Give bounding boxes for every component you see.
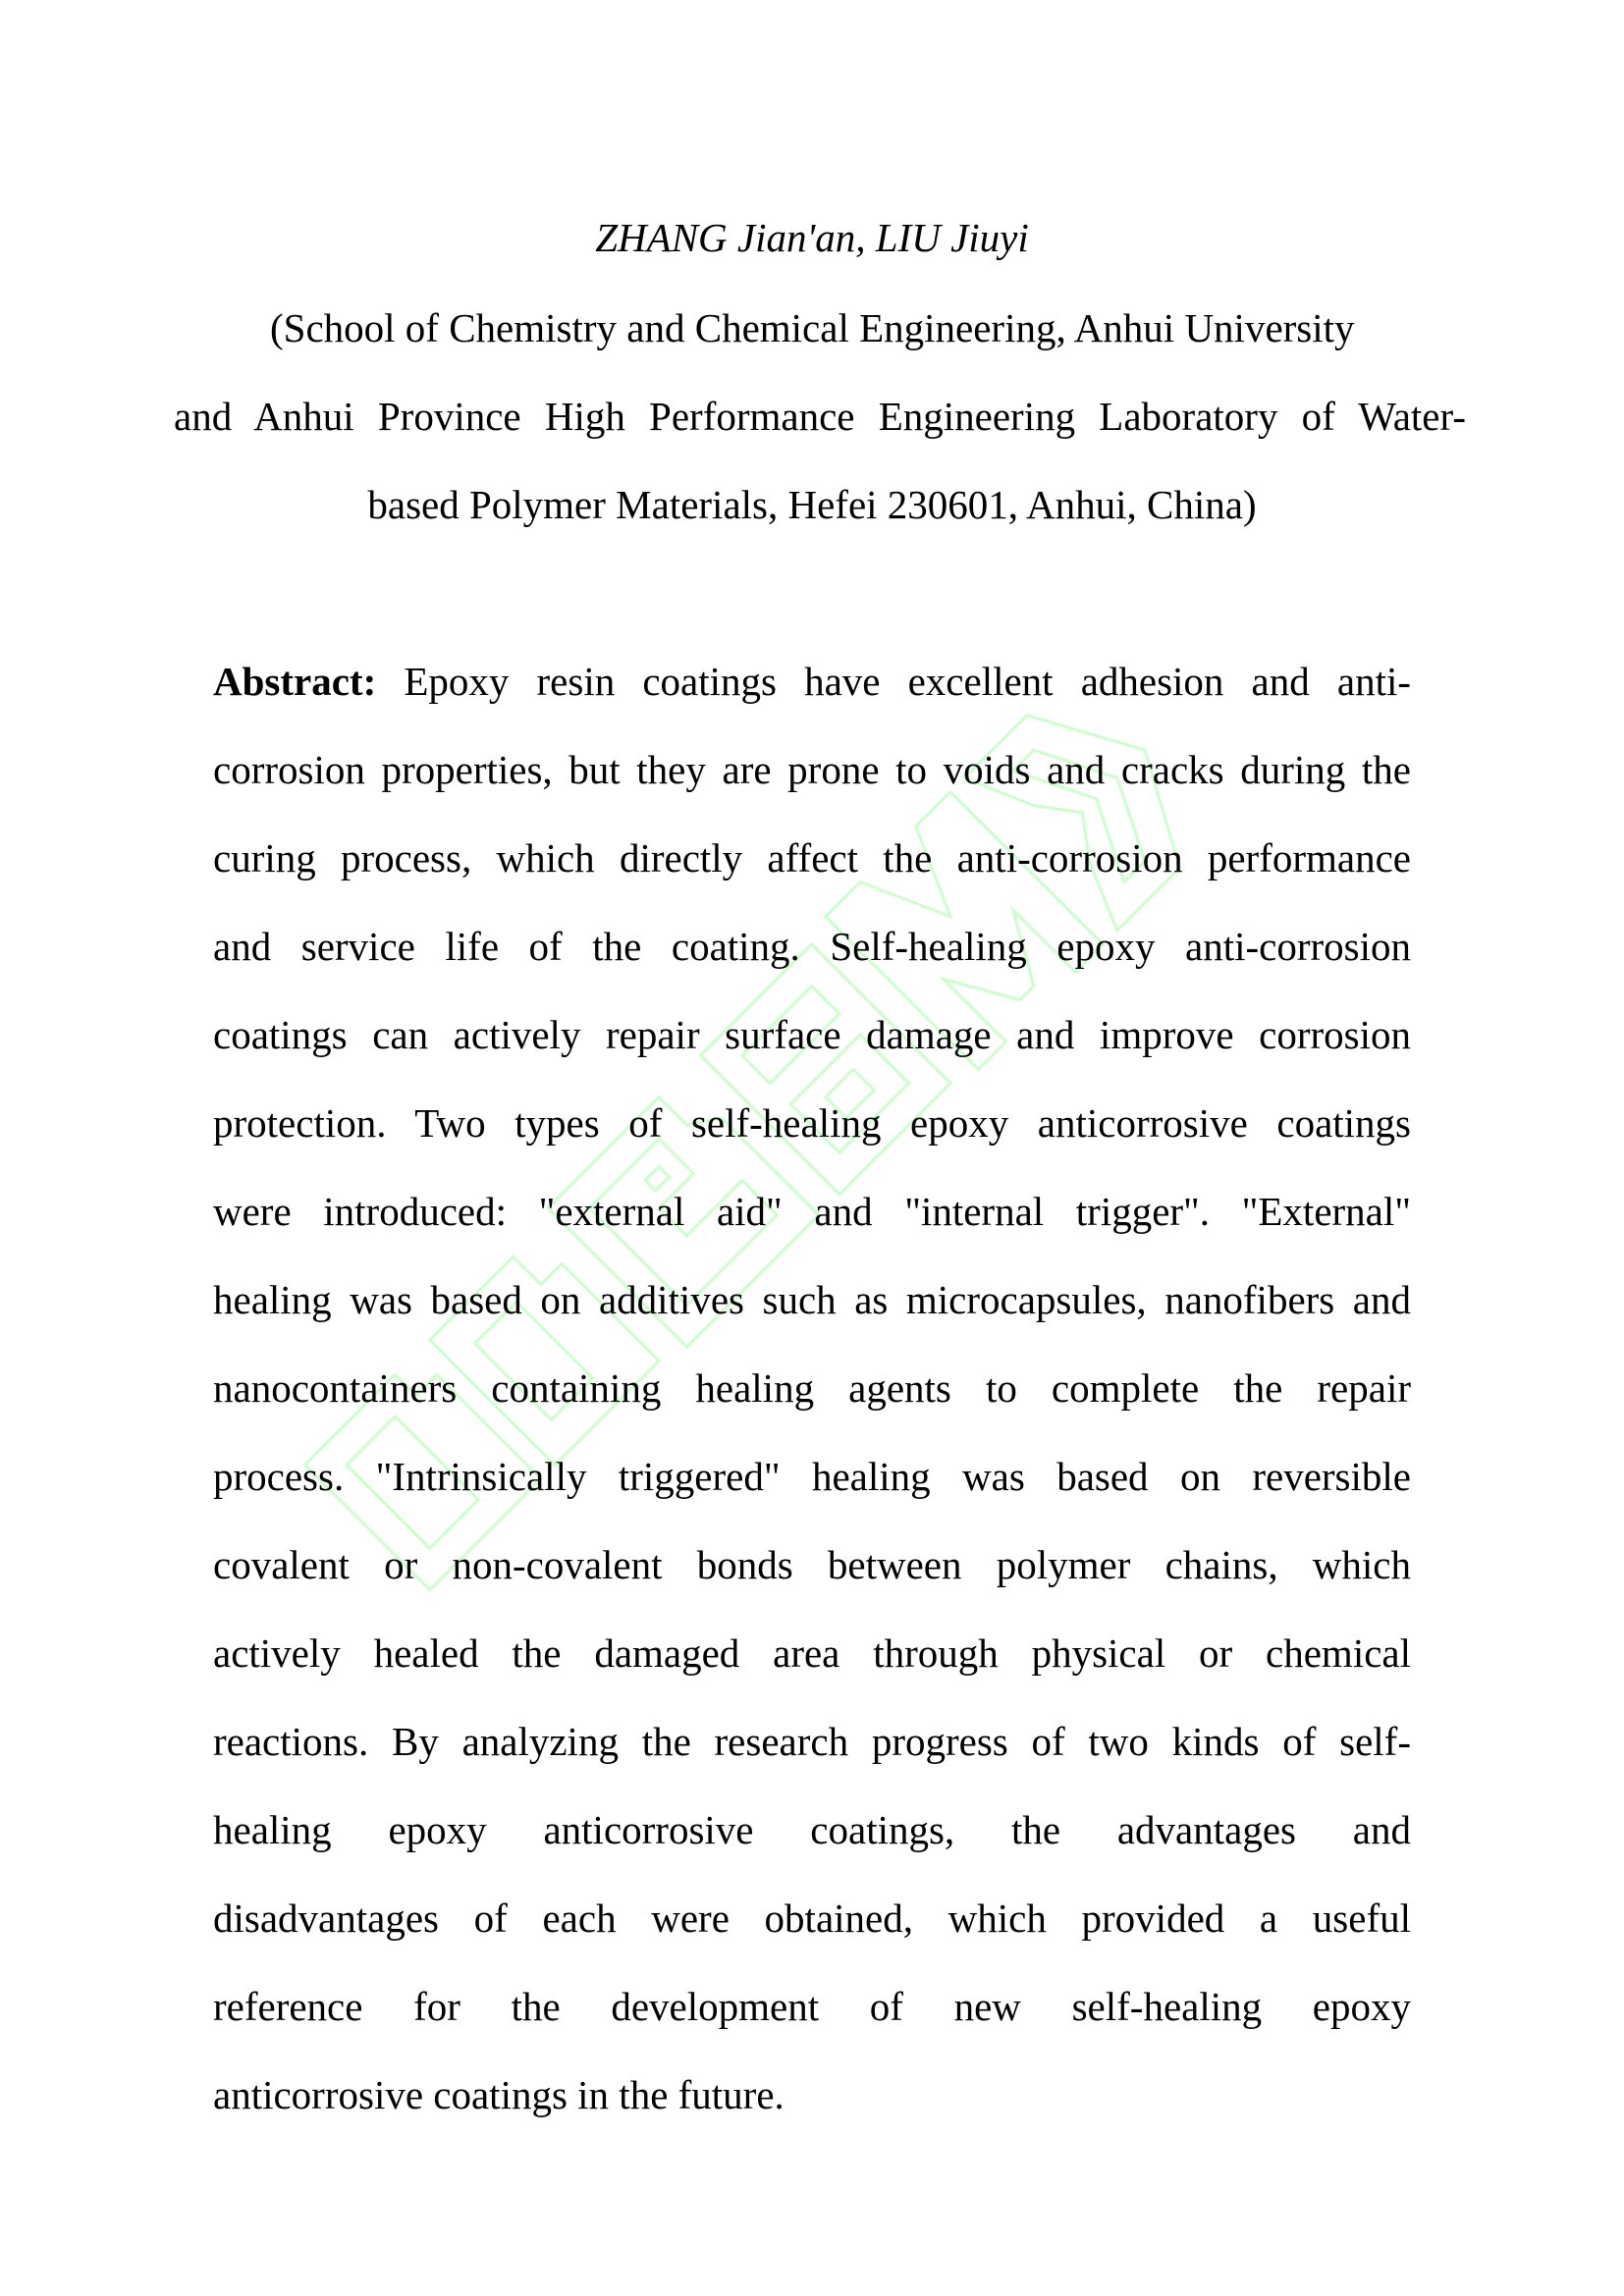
- abstract-line-10: process. "Intrinsically triggered" healing was based on reversible: [213, 1454, 1411, 1499]
- abstract-line-8: healing was based on additives such as microcapsules, nanofibers and: [213, 1277, 1411, 1322]
- abstract-line-12: actively healed the damaged area through physical or chemical: [213, 1630, 1411, 1676]
- abstract-line-11: covalent or non-covalent bonds between polymer chains, which: [213, 1542, 1411, 1587]
- author-names: ZHANG Jian'an, LIU Jiuyi: [595, 215, 1029, 260]
- abstract-line-6: protection. Two types of self-healing epoxy anticorrosive coatings: [213, 1100, 1411, 1146]
- abstract-text: Epoxy resin coatings have excellent adhesion and anti-: [404, 659, 1412, 704]
- abstract-line-7: were introduced: "external aid" and "internal trigger". "External": [213, 1189, 1411, 1234]
- abstract-line-5: coatings can actively repair surface damage and improve corrosion: [213, 1012, 1411, 1057]
- abstract-line-14: healing epoxy anticorrosive coatings, the advantages and: [213, 1807, 1411, 1852]
- affiliation-line-1: (School of Chemistry and Chemical Engineering, Anhui University: [270, 305, 1355, 350]
- abstract-line-15: disadvantages of each were obtained, which provided a useful: [213, 1896, 1411, 1941]
- abstract-line-9: nanocontainers containing healing agents to complete the repair: [213, 1365, 1411, 1411]
- affiliation-line-2: and Anhui Province High Performance Engineering Laboratory of Water-: [174, 394, 1466, 439]
- affiliation-line-3: based Polymer Materials, Hefei 230601, Anhui, China): [367, 482, 1257, 527]
- abstract-line-2: corrosion properties, but they are prone to voids and cracks during the: [213, 747, 1411, 792]
- abstract-line-3: curing process, which directly affect the anti-corrosion performance: [213, 835, 1411, 881]
- abstract-label: Abstract:: [213, 659, 377, 704]
- abstract-line-1: [213, 659, 1412, 705]
- abstract-line-13: reactions. By analyzing the research progress of two kinds of self-: [213, 1719, 1411, 1764]
- abstract-line-16: reference for the development of new self-healing epoxy: [213, 1984, 1411, 2029]
- abstract-line-4: and service life of the coating. Self-healing epoxy anti-corrosion: [213, 924, 1411, 969]
- abstract-line-17: anticorrosive coatings in the future.: [213, 2072, 785, 2117]
